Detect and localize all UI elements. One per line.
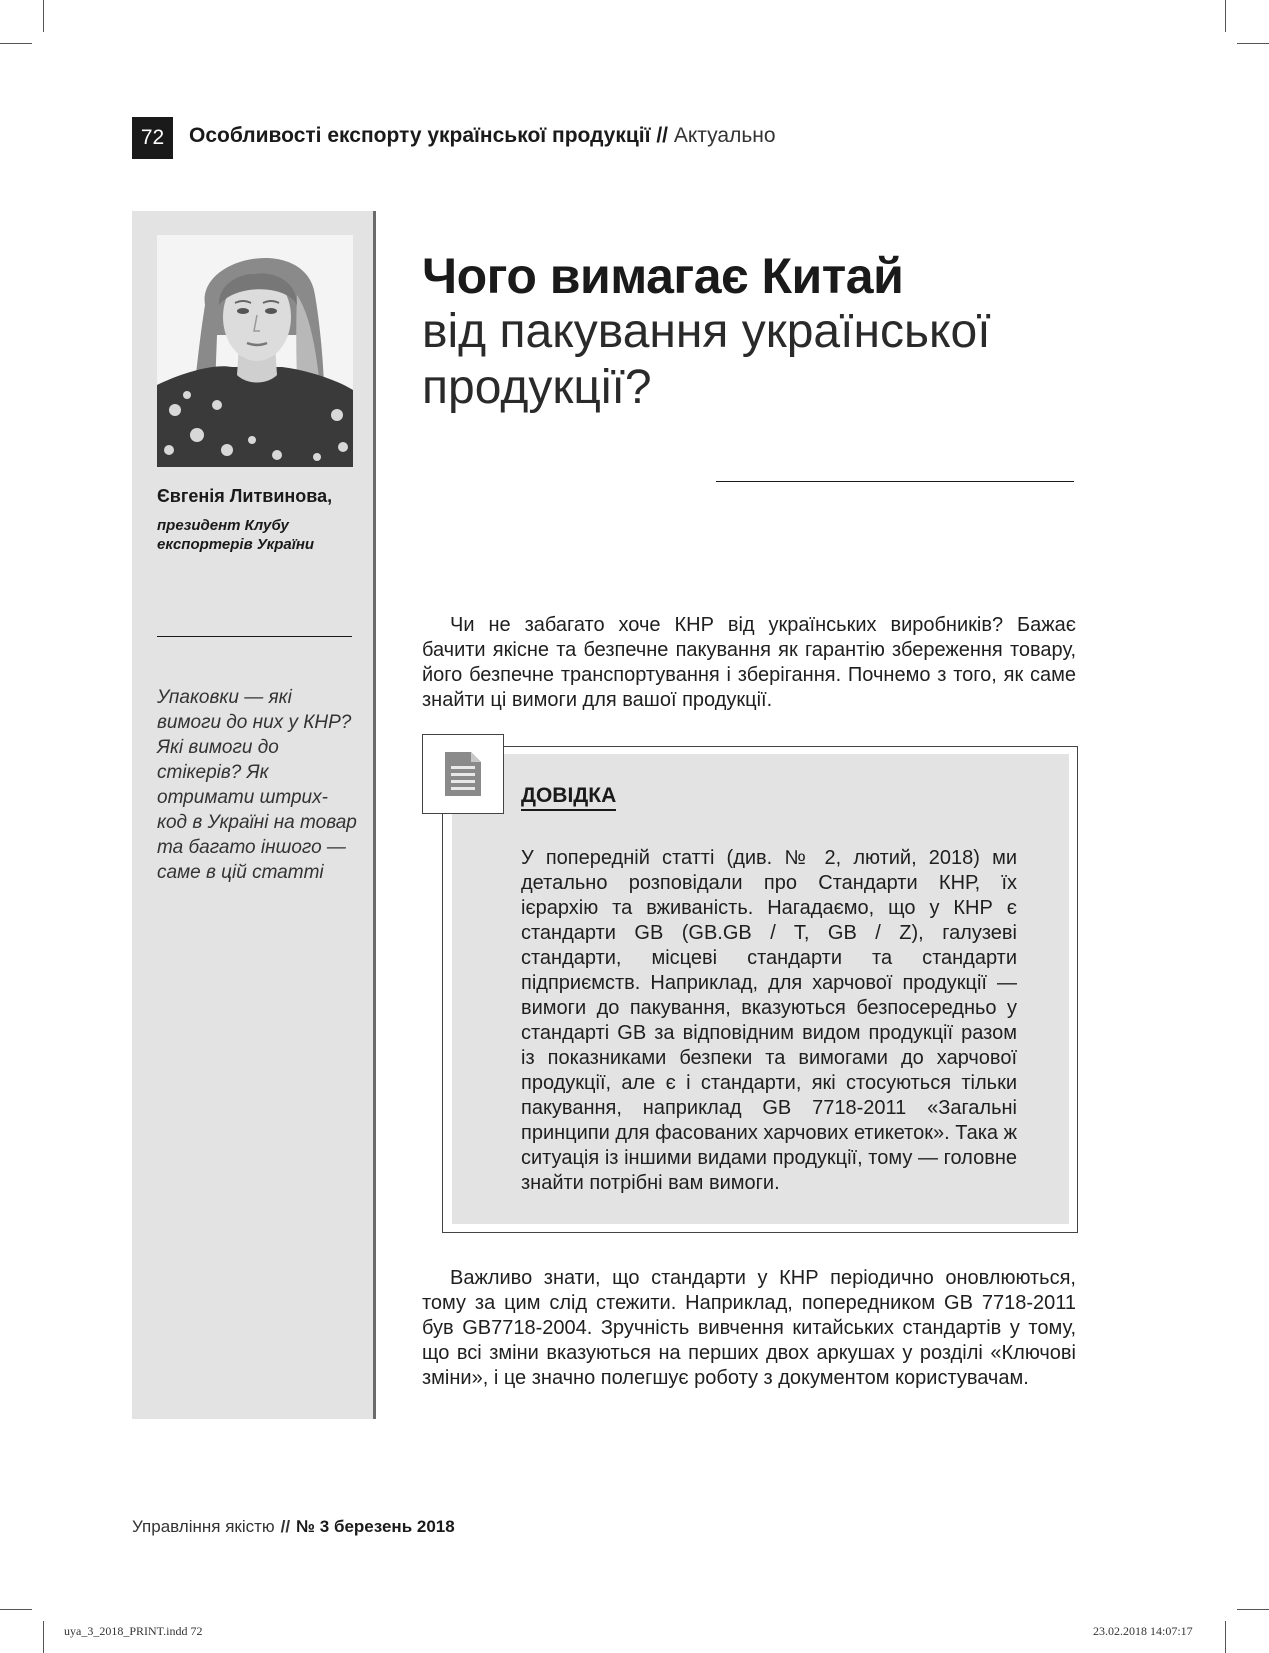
crop-mark-top-left-v xyxy=(43,0,44,32)
article-title-rest: від пакування української продукції? xyxy=(422,305,991,414)
print-slug-datetime: 23.02.2018 14:07:17 xyxy=(1093,1624,1193,1638)
crop-mark-bottom-right-h xyxy=(1237,1609,1269,1610)
section-name: Актуально xyxy=(668,124,776,147)
document-icon xyxy=(422,734,504,814)
title-divider xyxy=(716,481,1074,482)
footer-separator: // xyxy=(280,1517,291,1536)
document-icon-graphic xyxy=(443,750,483,798)
page-footer xyxy=(132,1517,455,1537)
article-title-bold: Чого вимагає Китай xyxy=(422,248,904,304)
crop-mark-top-right-v xyxy=(1225,0,1226,32)
author-portrait-image xyxy=(157,235,353,467)
author-photo xyxy=(157,235,353,467)
page-number: 72 xyxy=(132,117,173,159)
body-paragraph: Важливо знати, що стандарти у КНР періодично оновлюються, тому за цим слід стежити. Наприклад, попередником GB 7718-2011 був GB7718-2004. Зручність вивчення китайських стандартів у тому, що всі зміни вказуються на перших двох аркушах у розділі «Ключові зміни», і це значно полегшує роботу з документом користувачам. xyxy=(422,1267,1076,1389)
running-head xyxy=(189,124,776,148)
crop-mark-top-right-h xyxy=(1237,43,1269,44)
reference-heading: ДОВІДКА xyxy=(521,784,616,811)
author-role: президент Клубу експортерів України xyxy=(157,517,315,553)
magazine-name: Управління якістю xyxy=(132,1517,275,1536)
issue-info: № 3 березень 2018 xyxy=(296,1517,455,1536)
running-title: Особливості експорту української продукції xyxy=(189,124,651,147)
crop-mark-bottom-right-v xyxy=(1225,1621,1226,1653)
author-name: Євгенія Литвинова, xyxy=(157,486,333,506)
pull-quote: Упаковки — які вимоги до них у КНР? Які вимоги до стікерів? Як отримати штрих-код в Україні на товар та багато іншого — саме в цій статті xyxy=(157,687,357,883)
reference-text: У попередній статті (див. № 2, лютий, 2018) ми детально розповідали про Стандарти КНР, їх ієрархію та вживаність. Нагадаємо, що у КНР є стандарти GB (GB.GB / T, GB / Z), галузеві стандарти, місцеві стандарти та стандарти підприємств. Наприклад, для харчової продукції — вимоги до пакування, вказуються безпосередньо у стандарті GB за відповідним видом продукції разом із показниками безпеки та вимогами до харчової продукції, але є і стандарти, які стосуються тільки пакування, наприклад GB 7718-2011 «Загальні принципи для фасованих харчових етикеток». Така ж ситуація із іншими видами продукції, тому — головне знайти потрібні вам вимоги. xyxy=(521,847,1017,1194)
crop-mark-bottom-left-h xyxy=(0,1609,32,1610)
crop-mark-top-left-h xyxy=(0,43,32,44)
crop-mark-bottom-left-v xyxy=(43,1621,44,1653)
sidebar-divider xyxy=(157,636,352,637)
running-head-separator: // xyxy=(650,124,669,147)
print-slug-file: uya_3_2018_PRINT.indd 72 xyxy=(64,1624,203,1638)
lead-paragraph: Чи не забагато хоче КНР від українських виробників? Бажає бачити якісне та безпечне пакування як гарантію збереження товару, його безпечне транспортування і зберігання. Почнемо з того, як саме знайти ці вимоги для вашої продукції. xyxy=(422,614,1076,711)
